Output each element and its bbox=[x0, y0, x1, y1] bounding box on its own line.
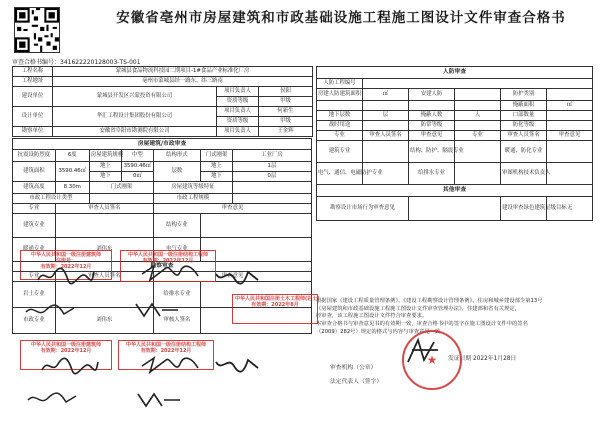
seal-e-title: 中华人民共和国一级注册结构工程师 bbox=[125, 342, 206, 348]
signature-legal bbox=[404, 336, 444, 366]
signature-5 bbox=[132, 300, 180, 320]
layers-below: 0层 bbox=[232, 172, 311, 182]
project-addr: 亳州市蒙城县经一路东、纬三路南 bbox=[53, 77, 313, 87]
seal-a-title: 中华人民共和国一级注册建筑师 bbox=[30, 252, 101, 258]
design-name: 华汇工程设计集团股份有限公司 bbox=[53, 107, 217, 127]
energy-value: 无 bbox=[547, 197, 593, 221]
energy-label: 建设审查绿色建筑星级目标 bbox=[501, 197, 547, 221]
note-line-2: 《房屋建筑和市政基础设施工程施工图设计文件审查管理办法》、住建部和省有关规定， bbox=[316, 305, 520, 312]
survey-person: 王金辉 bbox=[259, 127, 313, 137]
civil-no-label: 人防工程编号 bbox=[317, 79, 363, 89]
r-major-col-2: 专业 bbox=[455, 131, 501, 141]
owner-person-label: 项目负责人 bbox=[217, 87, 259, 97]
shelter-unit: 人 bbox=[455, 111, 501, 121]
cert-label: 审查合格书编号： bbox=[12, 59, 61, 66]
struct-major: 结构专业 bbox=[153, 214, 200, 238]
note-line-1: 根据国家《建设工程质量管理条例》、《建设工程勘察设计管理条例》、住房和城乡建设部令第13号 bbox=[316, 298, 543, 304]
note-line-4: 本审查合格书与审查意见书的有效期一致，审查合格书中的签字在施工图设计文件中的签名 bbox=[316, 321, 528, 328]
aud-label: 审核人签名 bbox=[153, 308, 200, 334]
hosp-area-unit: ㎡ bbox=[363, 89, 409, 101]
seal-d-date: 有效期：2022年12月 bbox=[40, 348, 92, 354]
below-layers-unit: 层 bbox=[363, 111, 409, 121]
qr-code bbox=[14, 7, 60, 53]
legal-label: 法定代表人（签字） bbox=[330, 379, 383, 385]
elec-reviewer-2: 刘伟东 bbox=[55, 308, 153, 334]
protect-label: 防常等级 bbox=[409, 121, 455, 131]
project-name: 蒙城县食品物流科技园二期项目-1#食品产业标准化厂房 bbox=[53, 67, 313, 77]
signature-9 bbox=[26, 390, 78, 408]
defense-unit-label: 安建人防 bbox=[409, 89, 455, 101]
r-approve-col-2: 审查意见 bbox=[547, 131, 593, 141]
survey-review-title: 勘察审查 bbox=[13, 262, 312, 272]
r-hvac-major: 暖通、防化专业 bbox=[501, 141, 547, 163]
layers-label: 层数 bbox=[153, 162, 200, 182]
survey-qual-label: 资质等级 bbox=[217, 117, 259, 127]
approve-col: 审查意见 bbox=[153, 204, 311, 214]
project-addr-label: 工程地址 bbox=[13, 77, 53, 87]
muni-label: 市政工程设计类型 bbox=[13, 194, 90, 204]
scale-label: 房屋建筑规模 bbox=[89, 150, 121, 162]
layers-above: 1层 bbox=[232, 162, 311, 172]
seal-a-date: 有效期：2022年12月 bbox=[40, 264, 92, 270]
elec-major: 电气专业 bbox=[153, 238, 200, 262]
design-qual-label: 资质等级 bbox=[217, 97, 259, 107]
document-title: 安徽省亳州市房屋建筑和市政基础设施工程施工图设计文件审查合格书 bbox=[116, 10, 566, 26]
gate-label: 口部数量 bbox=[501, 111, 547, 121]
war-label: 战时用途 bbox=[317, 121, 363, 131]
survey-name: 安徽省阜阳市勘测院有限公司 bbox=[53, 127, 217, 137]
heatwork-label: 工业厂房 bbox=[232, 150, 311, 162]
muni-scale-label: 市政工程规模 bbox=[153, 194, 232, 204]
legal-notes bbox=[316, 298, 592, 336]
structure-type: 门式刚架 bbox=[89, 182, 153, 194]
geo-major: 岩土专业 bbox=[13, 282, 56, 308]
r-struct-major: 结构、防护、隔震专业 bbox=[409, 141, 455, 163]
seal-b-title: 中华人民共和国一级注册结构工程师 bbox=[127, 252, 208, 258]
qr-code-icon bbox=[15, 8, 59, 52]
survey-qual: 甲级 bbox=[259, 117, 313, 127]
height-label: 建筑高度 bbox=[13, 182, 56, 194]
r-elec-major: 电气、通信、电磁防护专业 bbox=[317, 163, 363, 185]
project-name-label: 工程名称 bbox=[13, 67, 53, 77]
chem-label: 防化等级 bbox=[501, 121, 547, 131]
seismic-value: 6度 bbox=[55, 150, 89, 162]
institute-label: 审查机构（公章） bbox=[330, 365, 377, 371]
signature-4 bbox=[24, 302, 76, 320]
reviewer-col-2: 审查人员签名 bbox=[55, 272, 153, 282]
major-col: 专业 bbox=[13, 204, 56, 214]
major-col-2: 专业 bbox=[13, 272, 56, 282]
design-label: 设计单位 bbox=[13, 107, 53, 127]
seal-c-title: 中华人民共和国注册土木工程师(岩土) bbox=[235, 296, 320, 302]
above-label: 地上 bbox=[89, 162, 121, 172]
signature-6 bbox=[40, 356, 100, 376]
above-area: 3590.46㎡ bbox=[121, 162, 153, 172]
signature-10 bbox=[134, 390, 182, 410]
issue-label: 发证日期 bbox=[448, 356, 472, 362]
signature-7 bbox=[140, 354, 200, 376]
defense-header: 人防审查 bbox=[317, 67, 593, 79]
signature-1 bbox=[36, 266, 96, 286]
seal-e-date: 有效期：2022年12月 bbox=[140, 348, 192, 354]
arch-major: 建筑专业 bbox=[13, 214, 56, 238]
seal-d-title: 中华人民共和国一级注册建筑师 bbox=[30, 342, 101, 348]
design-person: 何新生 bbox=[259, 107, 313, 117]
hvac-major: 暖通专业 bbox=[13, 238, 56, 262]
structure-label: 结构形式 bbox=[153, 150, 200, 162]
seal-b-date: 有效期：2022年12月 bbox=[142, 258, 194, 264]
seal-c-date: 有效期：2022年8月 bbox=[251, 302, 299, 308]
design-qual: 甲级 bbox=[259, 97, 313, 107]
owner-name: 蒙城县开发区兴蒙投资有限公司 bbox=[53, 87, 217, 107]
shelter-label: 掩蔽人数 bbox=[409, 111, 455, 121]
r-reviewer-col-2: 审查人员签名 bbox=[501, 131, 547, 141]
water-major: 给排水专业 bbox=[153, 282, 200, 308]
r-review-unit: 审图机构技术负责人 bbox=[501, 163, 547, 185]
cert-value: 341622220128003-TS-001 bbox=[60, 59, 141, 66]
owner-label: 建设单位 bbox=[13, 87, 53, 107]
scale-value: 中型 bbox=[121, 150, 153, 162]
seismic-label: 抗震设防烈度 bbox=[13, 150, 56, 162]
r-major-col: 专业 bbox=[317, 131, 363, 141]
reviewer-col: 审查人员签名 bbox=[55, 204, 153, 214]
registration-seal-c bbox=[232, 294, 318, 324]
r-arch-major: 建筑专业 bbox=[317, 141, 363, 163]
seal-a-no: 注册号： bbox=[55, 258, 76, 264]
floor-area-label: 建筑面积 bbox=[13, 162, 56, 182]
aux-area-label: 掩蔽面积 bbox=[501, 101, 547, 111]
certificate-number bbox=[12, 57, 141, 66]
section-building-title: 房屋建筑/市政审查 bbox=[13, 139, 312, 150]
defense-type-label: 防护类别 bbox=[501, 89, 547, 101]
owner-person: 侯阳 bbox=[259, 87, 313, 97]
aux-area-unit: ㎡ bbox=[547, 101, 593, 111]
safety-level-label: 房屋建筑等级特征 bbox=[153, 182, 232, 194]
below-label-2: 地下 bbox=[200, 172, 232, 182]
floor-area: 3590.46㎡ bbox=[55, 162, 89, 182]
survey-person-label: 项目负责人 bbox=[217, 127, 259, 137]
r-water-major: 给排水专业 bbox=[409, 163, 455, 185]
signature-8 bbox=[214, 354, 260, 374]
note-line-3: 经审查，该工程施工图设计文件符合审查要求。 bbox=[316, 313, 428, 320]
survey-note-label: 勘察设计市场行为审查意见 bbox=[317, 197, 409, 221]
below-layers-label: 地下层数 bbox=[317, 111, 363, 121]
design-person-label: 项目负责人 bbox=[217, 107, 259, 117]
other-header: 其他审查 bbox=[317, 185, 593, 197]
below-label: 地下 bbox=[89, 172, 121, 182]
r-reviewer-col: 审查人员签名 bbox=[363, 131, 409, 141]
note-line-5: （2009）282号）规定的格式与内容与审查意见一致。 bbox=[316, 328, 446, 335]
hosp-area-label: 房建人防建筑面积 bbox=[317, 89, 363, 101]
issue-date: 2022年1月28日 bbox=[473, 356, 517, 362]
above-label-2: 地上 bbox=[200, 162, 232, 172]
municipal-major: 市政专业 bbox=[13, 308, 56, 334]
defense-review-table bbox=[316, 66, 593, 221]
signature-3 bbox=[214, 266, 260, 286]
seal-star-icon: ★ bbox=[426, 353, 438, 367]
approve-col-2: 审查意见 bbox=[153, 272, 311, 282]
survey-label: 勘察单位 bbox=[13, 127, 53, 137]
signature-2 bbox=[140, 262, 200, 284]
project-info-table bbox=[12, 66, 313, 137]
below-area: 0㎡ bbox=[121, 172, 153, 182]
elec-reviewer: 刘伟东 bbox=[55, 238, 153, 262]
r-approve-col: 审查意见 bbox=[409, 131, 455, 141]
structure-value: 门式刚架 bbox=[200, 150, 232, 162]
height-value: 8.30m bbox=[55, 182, 89, 194]
